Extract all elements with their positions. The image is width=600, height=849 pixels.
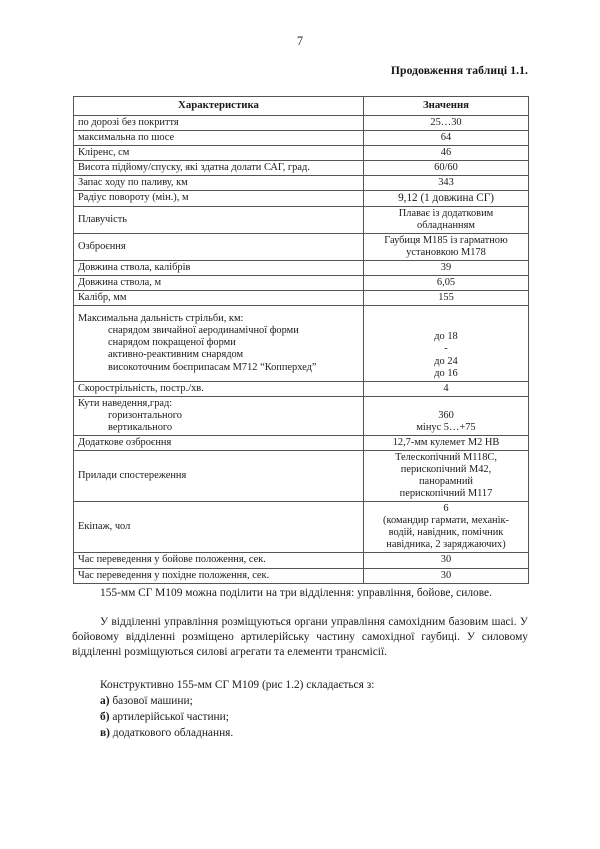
list-item xyxy=(72,726,528,741)
list-marker: б) xyxy=(100,711,110,723)
body-paragraph-1: 155-мм СГ М109 можна поділити на три відділення: управління, бойове, силове. xyxy=(100,587,492,599)
row-name xyxy=(74,396,364,435)
value-line: перископічний М42, xyxy=(400,464,492,475)
row-value xyxy=(364,450,529,501)
row-name-subitem: снарядом звичайної аеродинамічної форми xyxy=(108,325,299,337)
row-value xyxy=(364,502,529,553)
row-name-subitem: снарядом покращеної форми xyxy=(108,337,236,349)
row-name: Довжина ствола, м xyxy=(74,276,364,291)
row-name: Плавучість xyxy=(74,206,364,233)
body-paragraph-2: У відділенні управління розміщуються органи управління самохідним базовим шасі. У бойовому відділенні розміщено артилерійську частину самохідної гаубиці. У силовому відділенні розміщуються силові агрегати та елементи трансмісії. xyxy=(72,616,528,659)
list-item xyxy=(72,710,528,725)
value-line: панорамний xyxy=(419,476,473,488)
row-name: Скорострільність, постр./хв. xyxy=(74,381,364,396)
table-row xyxy=(74,145,529,160)
row-value: 39 xyxy=(364,261,529,276)
table-row-observation-devices xyxy=(74,450,529,501)
row-value xyxy=(364,206,529,233)
row-name: Озброєння xyxy=(74,233,364,260)
table-row xyxy=(74,206,529,233)
table-row xyxy=(74,115,529,130)
table-row xyxy=(74,553,529,568)
row-name-heading: Максимальна дальність стрільби, км: xyxy=(78,313,244,325)
table-row xyxy=(74,568,529,583)
table-row xyxy=(74,130,529,145)
value-line: Плаває із додатковим xyxy=(398,207,494,219)
table-row xyxy=(74,160,529,175)
value-line: водій, навідник, помічник xyxy=(388,527,504,539)
row-name: по дорозі без покриття xyxy=(74,115,364,130)
list-item-c-container xyxy=(72,726,528,741)
list-marker: а) xyxy=(100,695,110,707)
table-row-crew xyxy=(74,502,529,553)
table-row xyxy=(74,291,529,306)
list-item-a-container xyxy=(72,694,528,709)
value-line: - xyxy=(444,343,448,355)
table-row xyxy=(74,276,529,291)
row-name: Запас ходу по паливу, км xyxy=(74,175,364,190)
list-text: базової машини; xyxy=(109,695,193,707)
row-name: Додаткове озброєння xyxy=(74,435,364,450)
value-line: 360 xyxy=(438,409,454,421)
list-text: додаткового обладнання. xyxy=(109,727,234,739)
row-value xyxy=(364,306,529,381)
row-value xyxy=(364,233,529,260)
body-paragraph-3-container xyxy=(72,678,528,693)
value-line: (командир гармати, механік- xyxy=(382,515,510,527)
row-name: Радіус повороту (мін.), м xyxy=(74,190,364,206)
value-line: обладнанням xyxy=(417,219,475,231)
row-name-subitem: активно-реактивним снарядом xyxy=(108,349,244,361)
column-header-value: Значення xyxy=(364,97,529,116)
value-line: установкою М178 xyxy=(406,247,486,258)
value-line: Телескопічний М118С, xyxy=(395,451,497,463)
row-name-subitem: високоточним боєприпасам М712 “Копперхед” xyxy=(108,361,317,373)
row-name: Час переведення у похідне положення, сек. xyxy=(74,568,364,583)
value-line: Гаубиця М185 із гарматною xyxy=(384,234,508,246)
row-name: Калібр, мм xyxy=(74,291,364,306)
table-header-row xyxy=(74,97,529,116)
list-item xyxy=(72,694,528,709)
row-value: 46 xyxy=(364,145,529,160)
value-line: мінус 5…+75 xyxy=(416,421,476,433)
row-name xyxy=(74,306,364,381)
row-value: 9,12 (1 довжина СГ) xyxy=(364,190,529,206)
row-value: 64 xyxy=(364,130,529,145)
row-value: 6,05 xyxy=(364,276,529,291)
value-line: до 16 xyxy=(434,367,458,379)
table-row-laying-angles xyxy=(74,396,529,435)
row-value: 12,7-мм кулемет М2 НВ xyxy=(364,435,529,450)
body-paragraph-1-container xyxy=(72,586,528,601)
body-paragraph-3: Конструктивно 155-мм СГ М109 (рис 1.2) складається з: xyxy=(100,679,375,691)
row-name: Прилади спостереження xyxy=(74,450,364,501)
value-line: перископічний М117 xyxy=(399,488,493,500)
table-row-firing-range xyxy=(74,306,529,381)
row-name: максимальна по шосе xyxy=(74,130,364,145)
row-value: 4 xyxy=(364,381,529,396)
row-value: 30 xyxy=(364,553,529,568)
list-marker: в) xyxy=(100,727,110,739)
specifications-table xyxy=(73,96,529,584)
list-text: артилерійської частини; xyxy=(109,711,229,723)
row-name: Довжина ствола, калібрів xyxy=(74,261,364,276)
row-name-subitem: вертикального xyxy=(108,421,173,433)
table-row xyxy=(74,381,529,396)
value-line: навідника, 2 заряджаючих) xyxy=(386,539,506,551)
row-value: 30 xyxy=(364,568,529,583)
table-row xyxy=(74,175,529,190)
table-row xyxy=(74,190,529,206)
row-name: Висота підйому/спуску, які здатна долати САГ, град. xyxy=(74,160,364,175)
row-value: 60/60 xyxy=(364,160,529,175)
body-paragraph-2-container xyxy=(72,615,528,661)
row-name: Час переведення у бойове положення, сек. xyxy=(74,553,364,568)
row-value xyxy=(364,396,529,435)
row-value: 155 xyxy=(364,291,529,306)
table-row xyxy=(74,261,529,276)
row-name: Кліренс, см xyxy=(74,145,364,160)
row-name-heading: Кути наведення,град: xyxy=(78,397,173,409)
list-item-b-container xyxy=(72,710,528,725)
row-name-subitem: горизонтального xyxy=(108,409,183,421)
table-caption: Продовження таблиці 1.1. xyxy=(390,64,528,77)
value-line: до 18 xyxy=(434,331,458,343)
table-row xyxy=(74,233,529,260)
row-value: 25…30 xyxy=(364,115,529,130)
page-number: 7 xyxy=(296,34,304,48)
row-name: Екіпаж, чол xyxy=(74,502,364,553)
table-row xyxy=(74,435,529,450)
value-line: 6 xyxy=(443,503,449,515)
value-line: до 24 xyxy=(434,355,458,367)
column-header-characteristic: Характеристика xyxy=(74,97,364,116)
row-value: 343 xyxy=(364,175,529,190)
